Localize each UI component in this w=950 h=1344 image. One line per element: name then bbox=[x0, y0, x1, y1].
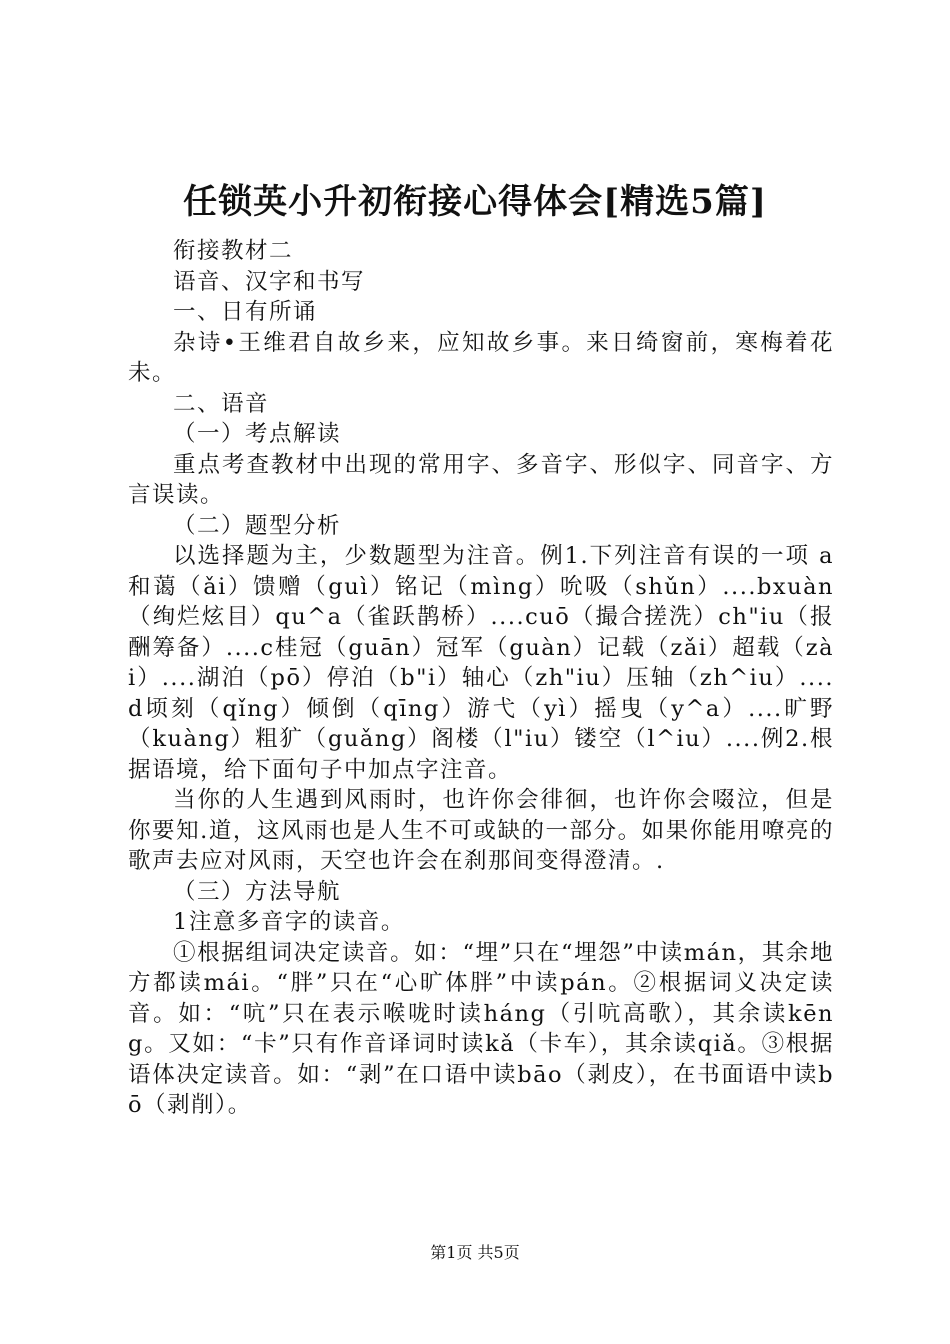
paragraph-heading-textbook: 衔接教材二 bbox=[173, 238, 294, 264]
paragraph-subsection-2: （二）题型分析 bbox=[173, 512, 342, 539]
paragraph-method-1: 1注意多音字的读音。 bbox=[173, 909, 405, 935]
paragraph-heading-phonetics: 语音、汉字和书写 bbox=[173, 268, 366, 295]
page-title: 任锁英小升初衔接心得体会[精选5篇] bbox=[183, 182, 767, 222]
paragraph-key-points: 重点考查教材中出现的常用字、多音字、形似字、同音字、方言误读。 bbox=[128, 451, 834, 508]
paragraph-poem: 杂诗•王维君自故乡来，应知故乡事。来日绮窗前，寒梅着花未。 bbox=[128, 329, 834, 386]
paragraph-subsection-3: （三）方法导航 bbox=[173, 878, 342, 905]
paragraph-polyphone-rules: ①根据组词决定读音。如：“埋”只在“埋怨”中读mán，其余地方都读mái。“胖”只在“心旷体胖”中读pán。②根据词义决定读音。如：“吭”只在表示喉咙时读háng（引吭高歌），其余读kēng。又如：“卡”只有作音译词时读kǎ（卡车），其余读qiǎ。③根据语体决定读音。如：“剥”在口语中读bāo（剥皮），在书面语中读bō（剥削）。 bbox=[128, 939, 834, 1118]
paragraph-example-passage: 当你的人生遇到风雨时，也许你会徘徊，也许你会啜泣，但是你要知.道，这风雨也是人生不可或缺的一部分。如果你能用嘹亮的歌声去应对风雨，天空也许会在刹那间变得澄清。. bbox=[128, 787, 834, 874]
paragraph-question-types: 以选择题为主，少数题型为注音。例1.下列注音有误的一项 a 和蔼（ǎi）馈赠（guì）铭记（mìng）吮吸（shǔn）....bxuàn（绚烂炫目）qu^a（雀跃鹊桥）....cuō（撮合搓洗）ch"iu（报酬筹备）....c桂冠（guān）冠军（guàn）记载（zǎi）超载（zài）....湖泊（pō）停泊（b"i）轴心（zh"iu）压轴（zh^iu）....d顷刻（qǐng）倾倒（qīng）游弋（yì）摇曳（y^a）....旷野（kuàng）粗犷（guǎng）阁楼（l"iu）镂空（l^iu）....例2.根据语境，给下面句子中加点字注音。 bbox=[128, 543, 834, 783]
paragraph-subsection-1: （一）考点解读 bbox=[173, 421, 342, 447]
page-footer: 第1页 共5页 bbox=[430, 1243, 520, 1262]
paragraph-section-1: 一、日有所诵 bbox=[173, 299, 318, 325]
paragraph-section-2: 二、语音 bbox=[173, 390, 270, 417]
document-body bbox=[128, 236, 834, 1121]
